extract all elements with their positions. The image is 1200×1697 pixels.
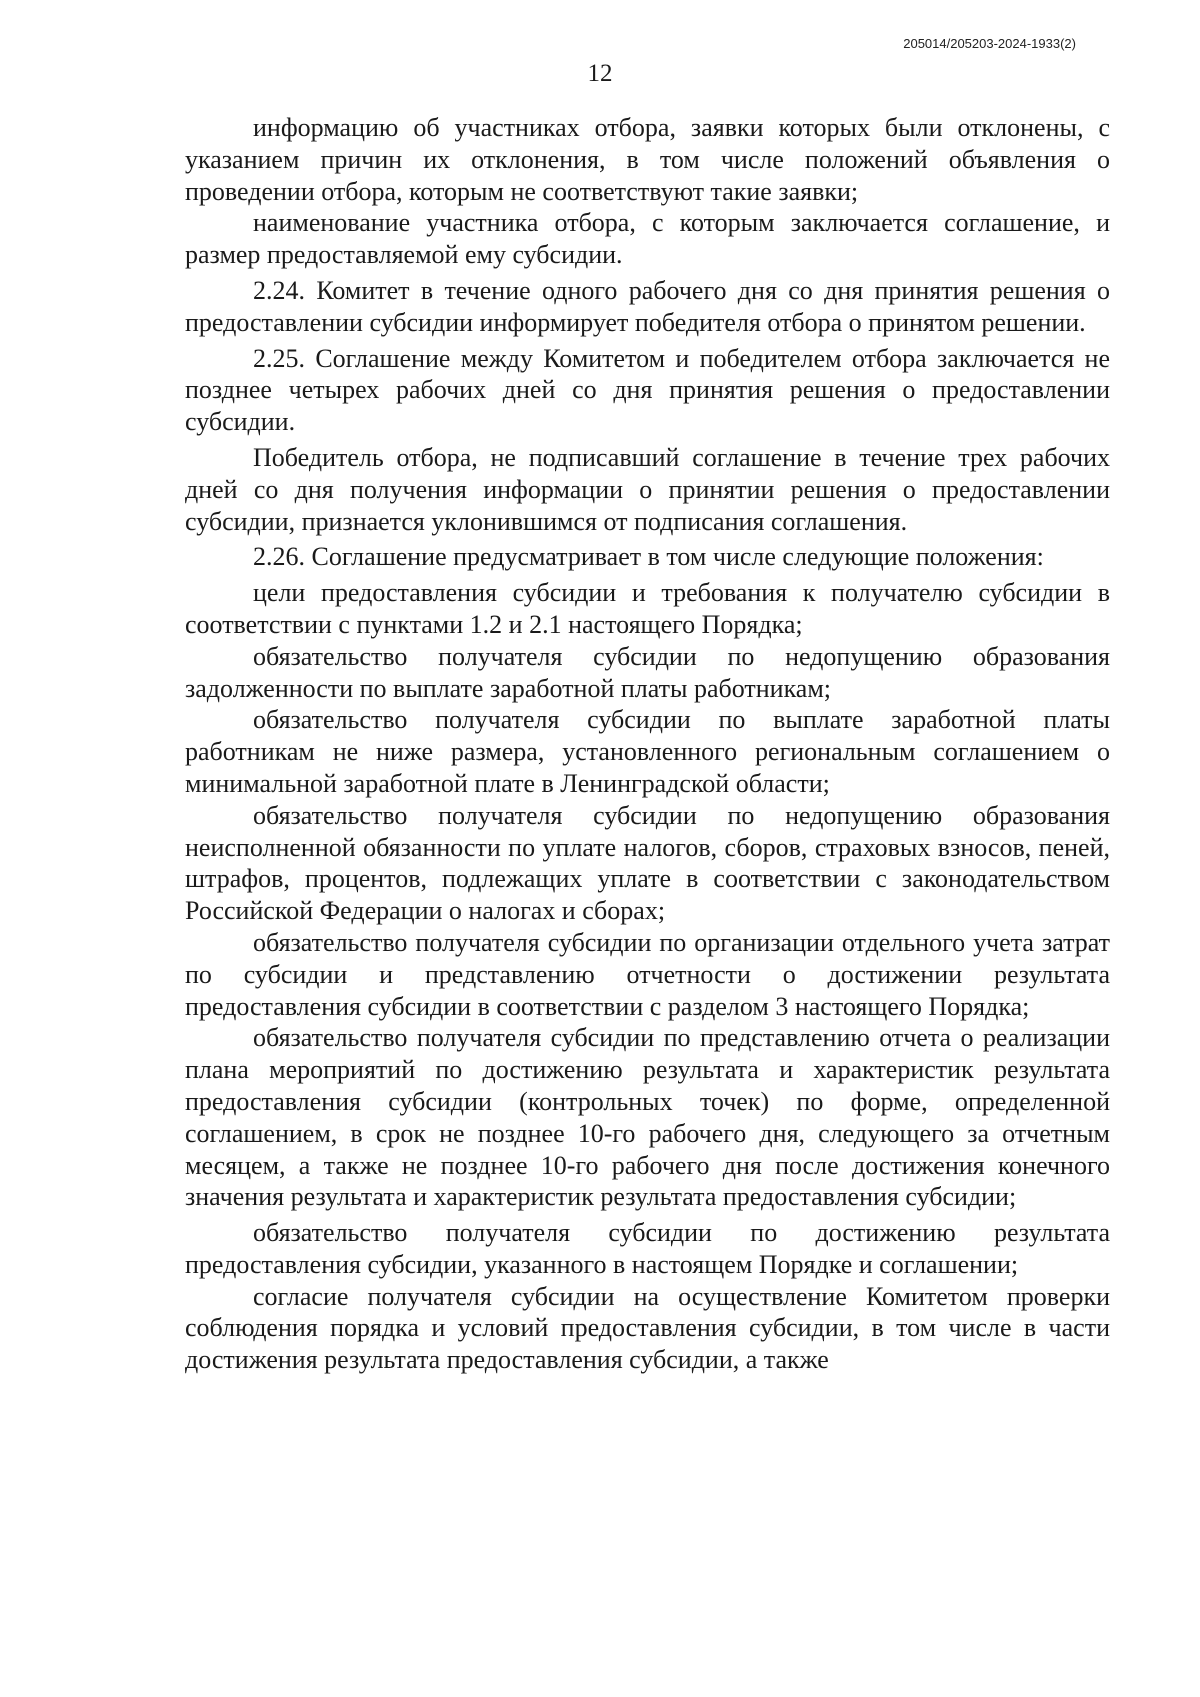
document-id: 205014/205203-2024-1933(2) (903, 36, 1076, 51)
paragraph: обязательство получателя субсидии по представлению отчета о реализации плана мероприятий по достижению результата и характеристик результата предоставления субсидии (контрольных точек) по форме, определенной соглашением, в срок не позднее 10-го рабочего дня, следующего за отчетным месяцем, а также не позднее 10-го рабочего дня после достижения конечного значения результата и характеристик результата предоставления субсидии; (185, 1023, 1110, 1212)
paragraph: обязательство получателя субсидии по недопущению образования задолженности по выплате заработной платы работникам; (185, 641, 1110, 703)
paragraph: обязательство получателя субсидии по недопущению образования неисполненной обязанности по уплате налогов, сборов, страховых взносов, пеней, штрафов, процентов, подлежащих уплате в соответствии с законодательством Российской Федерации о налогах и сборах; (185, 800, 1110, 926)
paragraph: наименование участника отбора, с которым заключается соглашение, и размер предоставляемой ему субсидии. (185, 208, 1110, 270)
document-body (185, 112, 1110, 1376)
paragraph: цели предоставления субсидии и требования к получателю субсидии в соответствии с пунктами 1.2 и 2.1 настоящего Порядка; (185, 578, 1110, 639)
page-number: 12 (587, 60, 613, 87)
paragraph: обязательство получателя субсидии по достижению результата предоставления субсидии, указанного в настоящем Порядке и соглашении; (185, 1218, 1110, 1279)
paragraph: 2.24. Комитет в течение одного рабочего дня со дня принятия решения о предоставлении субсидии информирует победителя отбора о принятом решении. (185, 275, 1110, 337)
paragraph: обязательство получателя субсидии по выплате заработной платы работникам не ниже размера, установленного региональным соглашением о минимальной заработной плате в Ленинградской области; (185, 705, 1110, 798)
paragraph: обязательство получателя субсидии по организации отдельного учета затрат по субсидии и представлению отчетности о достижении результата предоставления субсидии в соответствии с разделом 3 настоящего Порядка; (185, 927, 1110, 1021)
paragraph: согласие получателя субсидии на осуществление Комитетом проверки соблюдения порядка и условий предоставления субсидии, в том числе в части достижения результата предоставления субсидии, а также (185, 1281, 1110, 1375)
paragraph: 2.26. Соглашение предусматривает в том числе следующие положения: (253, 542, 1044, 572)
paragraph: информацию об участниках отбора, заявки которых были отклонены, с указанием причин их отклонения, в том числе положений объявления о проведении отбора, которым не соответствуют такие заявки; (185, 113, 1110, 206)
paragraph: 2.25. Соглашение между Комитетом и победителем отбора заключается не позднее четырех рабочих дней со дня принятия решения о предоставлении субсидии. (185, 343, 1110, 437)
paragraph: Победитель отбора, не подписавший соглашение в течение трех рабочих дней со дня получения информации о принятии решения о предоставлении субсидии, признается уклонившимся от подписания соглашения. (185, 442, 1110, 536)
